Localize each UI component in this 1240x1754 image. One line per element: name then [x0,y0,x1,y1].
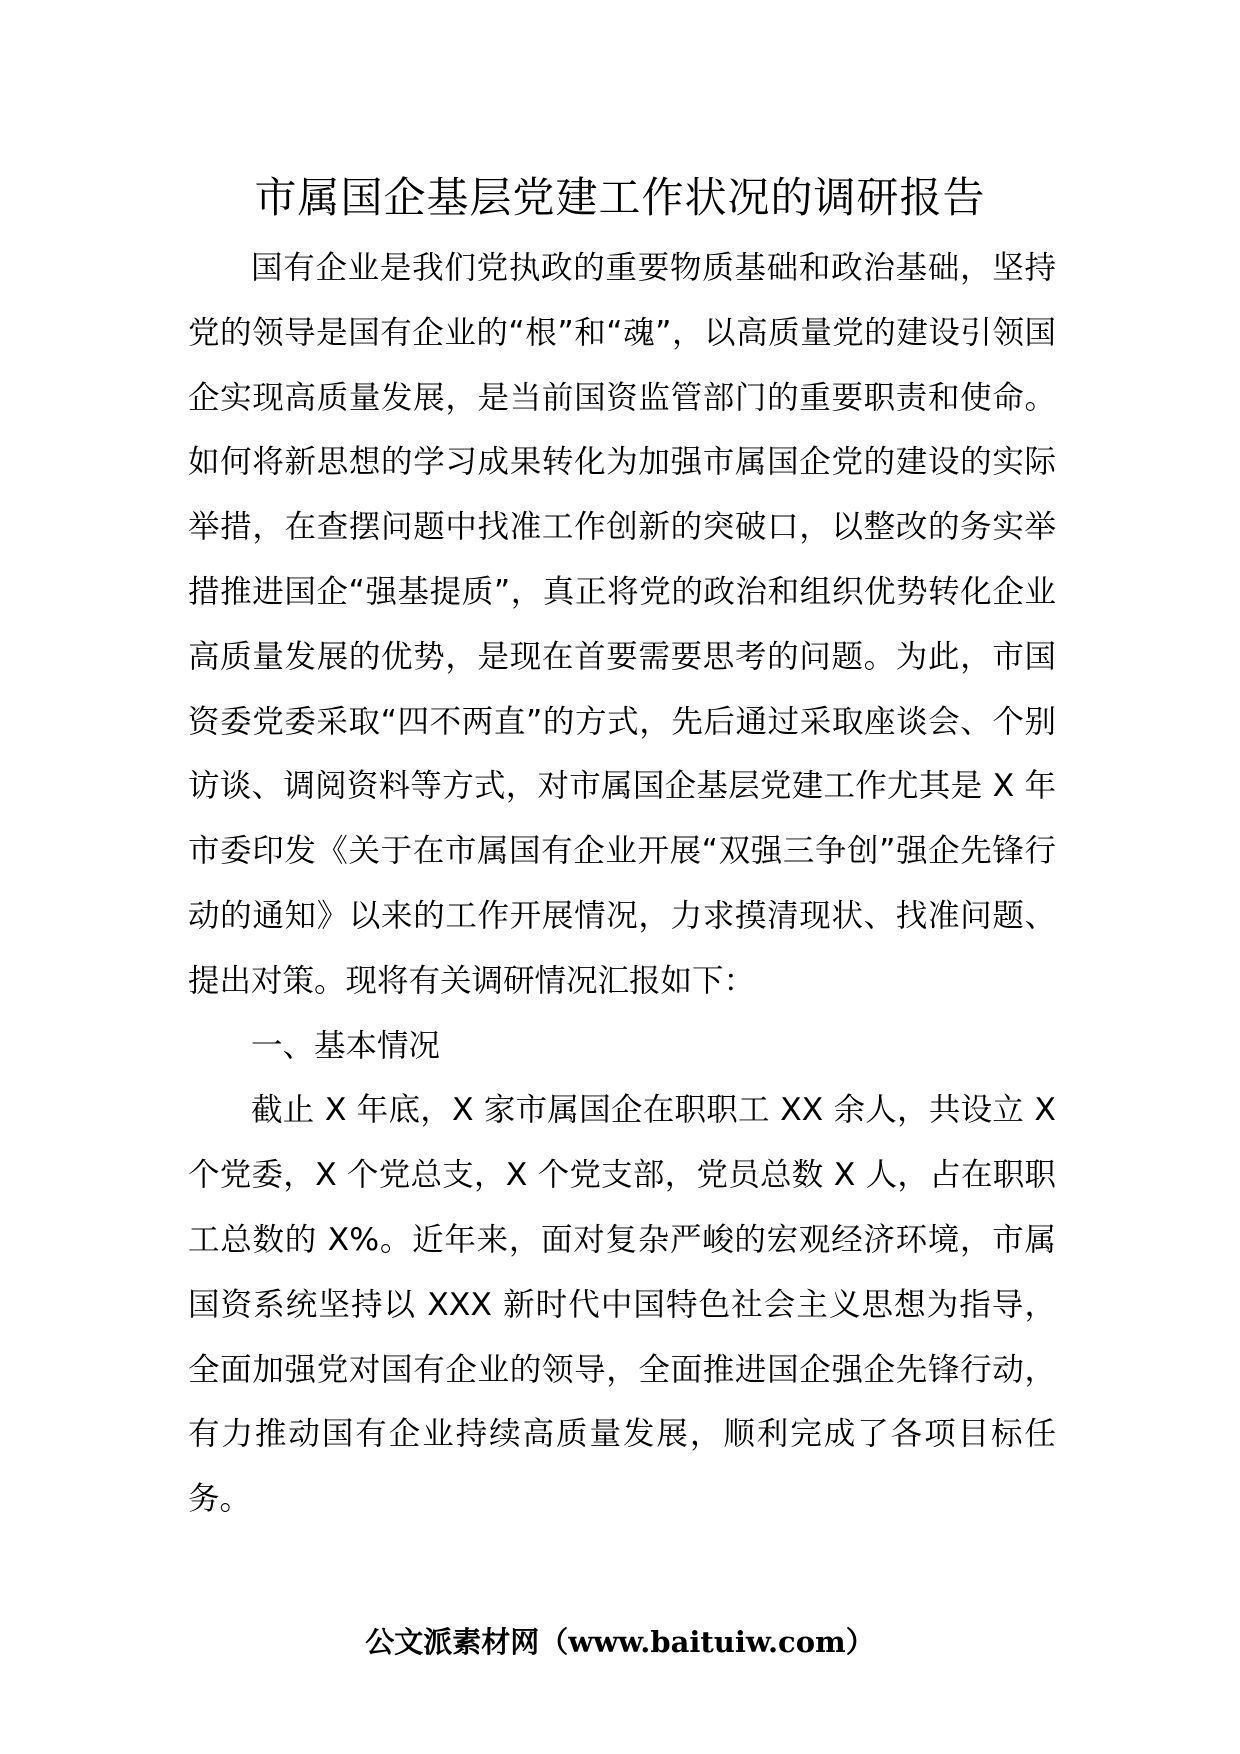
section-paragraph: 截止 X 年底，X 家市属国企在职职工 XX 余人，共设立 X 个党委，X 个党总支，X 个党支部，党员总数 X 人，占在职职工总数的 X%。近年来，面对复杂严峻的宏观经济环境，市属国资系统坚持以 XXX 新时代中国特色社会主义思想为指导，全面加强党对国有企业的领导，全面推进国企强企先锋行动，有力推动国有企业持续高质量发展，顺利完成了各项目标任务。 [188,1092,1056,1518]
section-heading: 一、基本情况 [251,1027,441,1064]
document-body [188,236,1056,1532]
intro-paragraph: 国有企业是我们党执政的重要物质基础和政治基础，坚持党的领导是国有企业的“根”和“魂”，以高质量党的建设引领国企实现高质量发展，是当前国资监管部门的重要职责和使命。如何将新思想的学习成果转化为加强市属国企党的建设的实际举措，在查摆问题中找准工作创新的突破口，以整改的务实举措推进国企“强基提质”，真正将党的政治和组织优势转化企业高质量发展的优势，是现在首要需要思考的问题。为此，市国资委党委采取“四不两直”的方式，先后通过采取座谈会、个别访谈、调阅资料等方式，对市属国企基层党建工作尤其是 X 年市委印发《关于在市属国有企业开展“双强三争创”强企先锋行动的通知》以来的工作开展情况，力求摸清现状、找准问题、提出对策。现将有关调研情况汇报如下： [188,250,1056,999]
source-footer: 公文派素材网（www.baituiw.com） [365,1625,875,1659]
page-title: 市属国企基层党建工作状况的调研报告 [254,173,986,222]
